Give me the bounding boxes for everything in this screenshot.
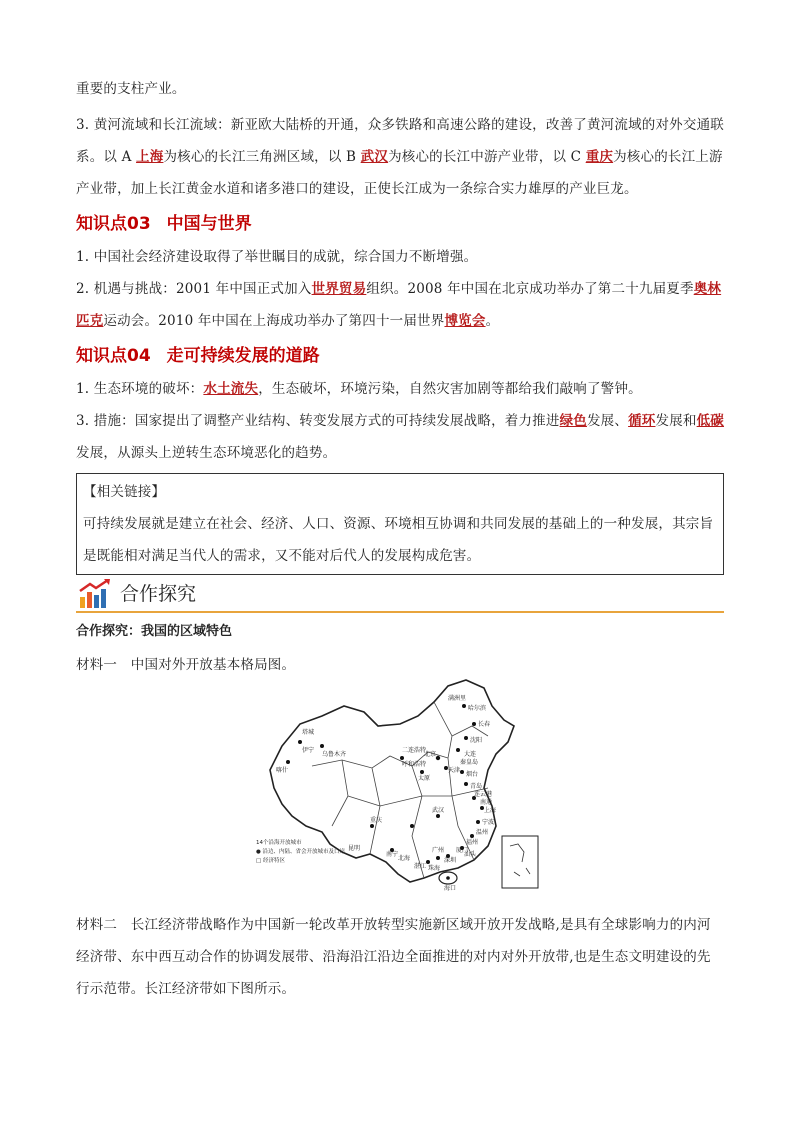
map-label: 二连浩特: [402, 747, 427, 754]
section-heading-03: 知识点03 中国与世界: [76, 214, 252, 234]
cooperation-subtitle: 合作探究：我国的区域特色: [76, 624, 233, 639]
south-china-sea-inset: [502, 836, 538, 888]
map-label: 汕头: [464, 851, 477, 858]
highlight-city-c: 重庆: [585, 149, 614, 165]
map-label: 海口: [444, 885, 457, 892]
map-label: 连云港: [474, 791, 493, 798]
map-label: 南宁: [386, 851, 399, 858]
china-map-figure: [252, 676, 542, 892]
map-label: 武汉: [432, 807, 445, 814]
map-label: 湛江: [414, 863, 427, 870]
related-link-title: 【相关链接】: [83, 484, 166, 500]
map-label: 宁波: [482, 819, 495, 826]
map-label: 福州: [466, 839, 479, 846]
map-label: 大连: [464, 751, 477, 758]
map-label: 塔城: [302, 729, 315, 736]
map-label: 喀什: [276, 767, 289, 774]
map-label: 秦皇岛: [460, 759, 479, 766]
material-2: 材料二 长江经济带战略作为中国新一轮改革开放转型实施新区域开放开发战略,是具有全球影响力的内河经济带、东中西互动合作的协调发展带、沿海沿江沿边全面推进的对内对外开放带,也是生态文明建设的先行示范带。长江经济带如下图所示。: [76, 917, 711, 997]
related-link-text: 可持续发展就是建立在社会、经济、人口、资源、环境相互协调和共同发展的基础上的一种发展，其宗旨是既能相对满足当代人的需求，又不能对后代人的发展构成危害。: [83, 516, 714, 564]
map-label: 珠海: [428, 865, 441, 872]
cooperation-banner-title: 合作探究: [120, 583, 197, 605]
map-label: 北京: [424, 751, 437, 758]
map-label: 广州: [432, 847, 445, 854]
map-label: 深圳: [444, 857, 457, 864]
map-label: 温州: [476, 829, 489, 836]
map-label: 上海: [484, 807, 497, 814]
map-label: 长春: [478, 721, 491, 728]
related-link-box: [76, 473, 724, 575]
section-03-item-1: 1. 中国社会经济建设取得了举世瞩目的成就，综合国力不断增强。: [76, 249, 478, 265]
map-label: 青岛: [470, 783, 483, 790]
map-label: 满洲里: [448, 695, 467, 702]
bar-chart-growth-icon: [78, 577, 114, 609]
highlight-city-a: 上海: [136, 149, 164, 165]
section-04-item-1: 1. 生态环境的破坏：水土流失，生态破坏，环境污染，自然灾害加剧等都给我们敲响了警钟。: [76, 381, 642, 397]
highlight-city-b: 武汉: [360, 149, 389, 165]
svg-text:14个沿海开放城市: 14个沿海开放城市: [256, 840, 302, 846]
map-label: 天津: [448, 767, 461, 774]
section-03-item-2: 2. 机遇与挑战：2001 年中国正式加入世界贸易组织。2008 年中国在北京成功举办了第二十九届夏季奥林匹克运动会。2010 年中国在上海成功举办了第四十一届世界博览会。: [76, 281, 722, 329]
map-label: 呼和浩特: [402, 761, 427, 768]
map-label: 南通: [480, 799, 493, 806]
section-04-item-3: 3. 措施：国家提出了调整产业结构、转变发展方式的可持续发展战略，着力推进绿色发展、循环发展和低碳发展，从源头上逆转生态环境恶化的趋势。: [76, 413, 725, 461]
map-label: 烟台: [466, 771, 479, 778]
china-open-pattern-map: [252, 676, 542, 892]
cooperation-banner: [76, 577, 724, 613]
map-label: 乌鲁木齐: [322, 751, 347, 758]
map-label: 厦门: [456, 847, 469, 854]
map-label: 北海: [398, 855, 411, 862]
section-heading-04: 知识点04 走可持续发展的道路: [76, 346, 320, 366]
point-3-paragraph: 3. 黄河流域和长江流域：新亚欧大陆桥的开通，众多铁路和高速公路的建设，改善了黄河流域的对外交通联系。以 A 上海为核心的长江三角洲区域，以 B 武汉为核心的长江中游产业带，以 C 重庆为核心的长江上游产业带，加上长江黄金水道和诸多港口的建设，正使长江成为一条综合实力雄厚的产业巨龙。: [76, 117, 724, 197]
map-label: 昆明: [348, 845, 361, 852]
map-label: 沈阳: [470, 737, 483, 744]
map-label: 太原: [418, 775, 431, 782]
map-label: 重庆: [370, 817, 383, 824]
map-label: 哈尔滨: [468, 705, 487, 712]
material-1: 材料一 中国对外开放基本格局图。: [76, 657, 296, 673]
top-line: 重要的支柱产业。: [76, 81, 186, 97]
map-label: 伊宁: [302, 747, 315, 754]
svg-text:□ 经济特区: □ 经济特区: [256, 858, 285, 864]
svg-text:● 沿边、内陆、省会开放城市及口岸: ● 沿边、内陆、省会开放城市及口岸: [256, 849, 346, 855]
